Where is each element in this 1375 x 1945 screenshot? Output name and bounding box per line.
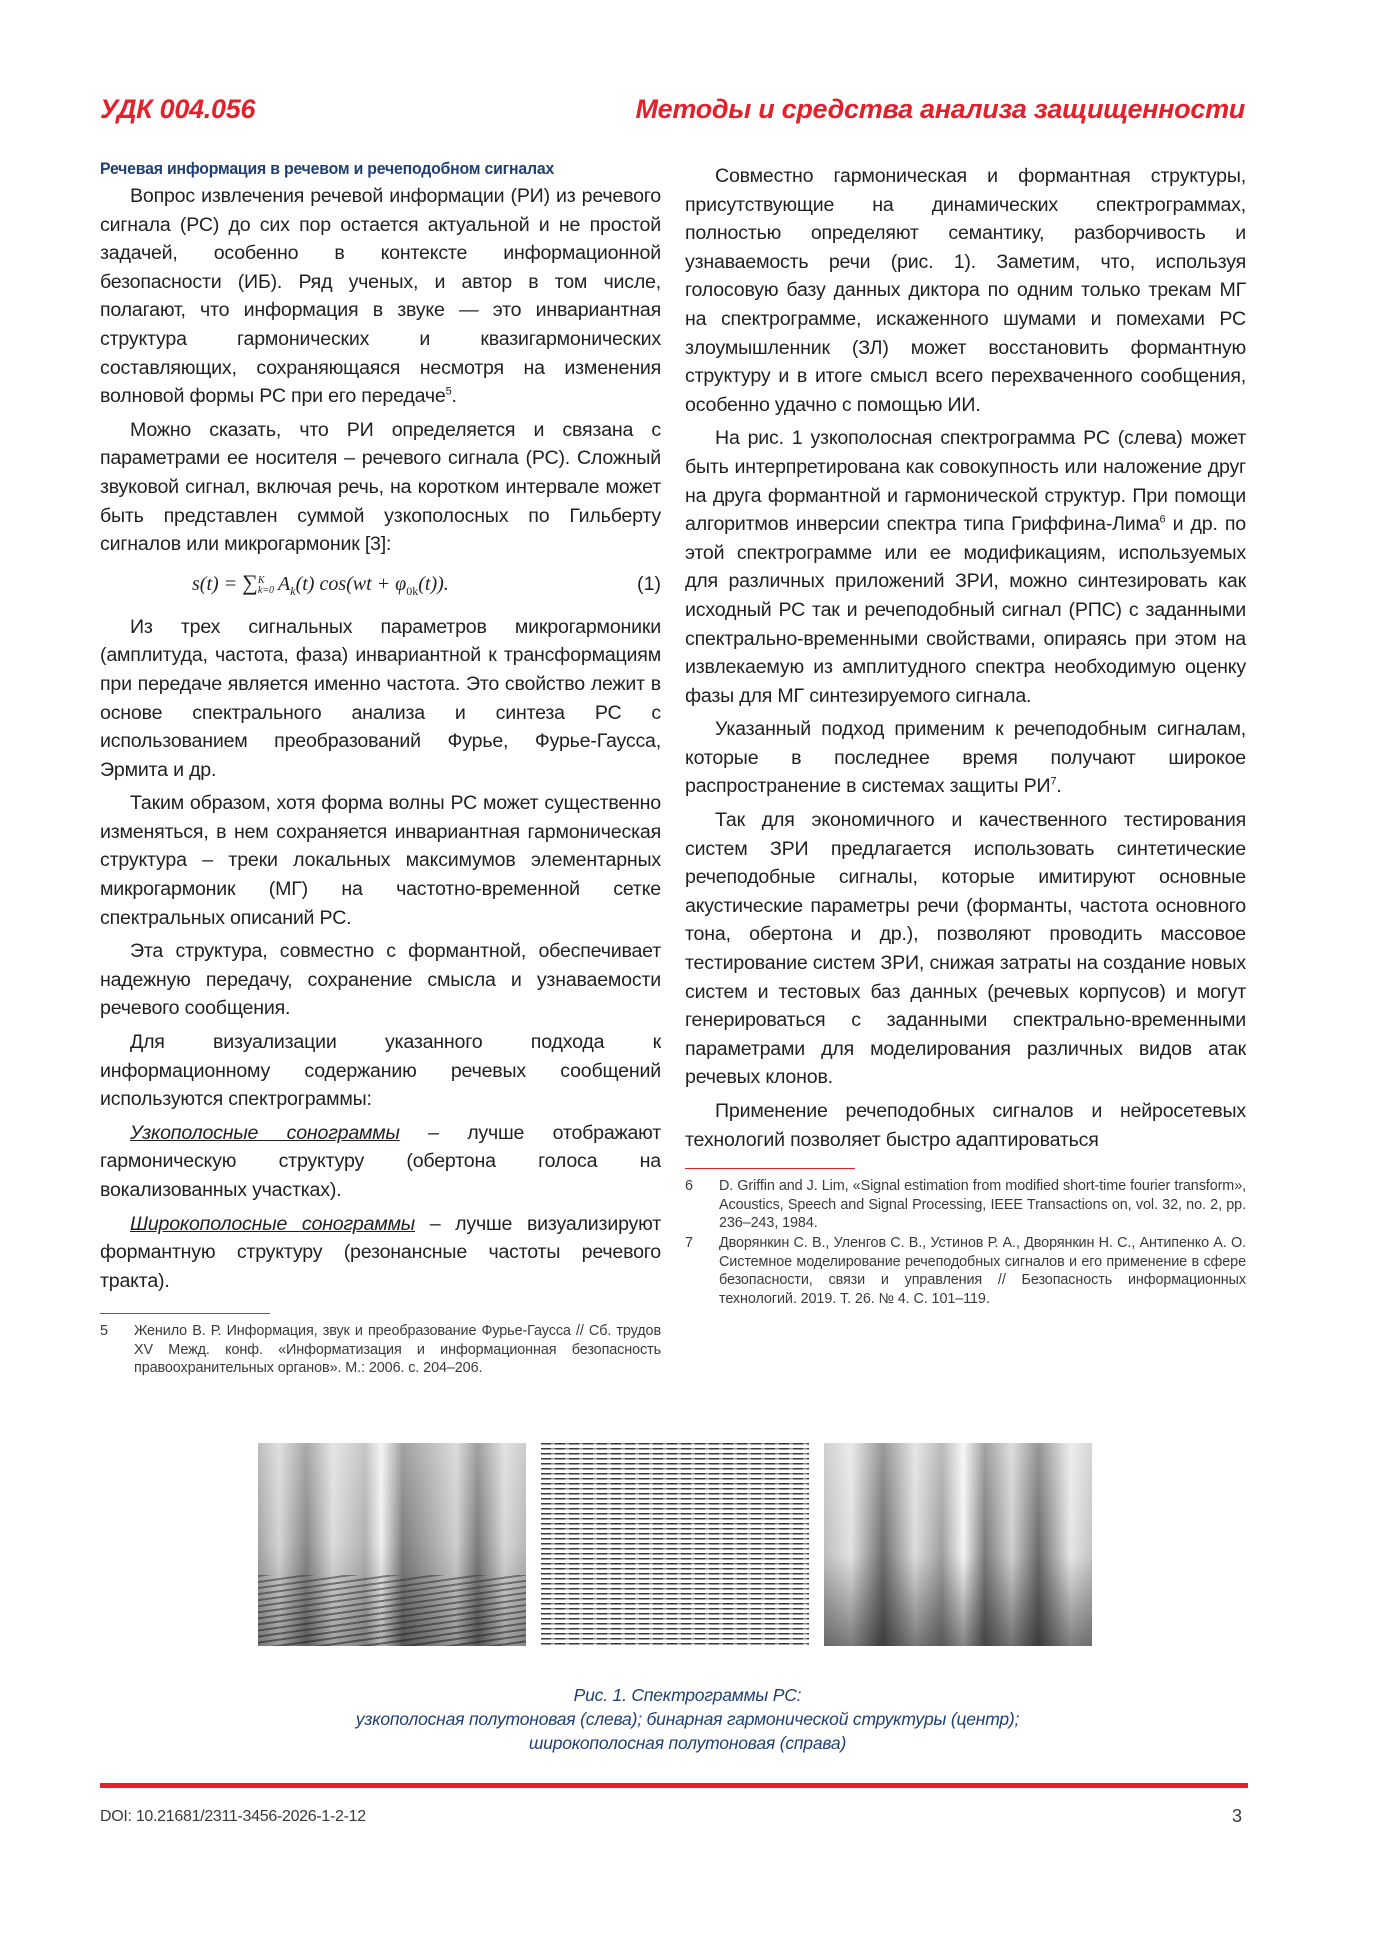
paragraph: Узкополосные сонограммы – лучше отображают гармоническую структуру (обертона голоса на вокализованных участках). — [100, 1121, 661, 1201]
footer-divider — [100, 1783, 1248, 1788]
equation-body: s(t) = ∑ K k=0 $A_k(t) \cos(wt + \varphi_{0k}(t))$. — [192, 570, 449, 599]
footnote-divider — [685, 1168, 855, 1169]
equation-number: (1) — [637, 573, 661, 596]
footnote-divider — [100, 1313, 270, 1314]
narrowband-spectrogram-image — [258, 1443, 526, 1646]
footnote-5: 5 Женило В. Р. Информация, звук и преобразование Фурье-Гаусса // Сб. трудов XV Межд. конф. «Информатизация и информационная безопасность правоохранительных органов». М.: 2006. с. 204–206. — [100, 1323, 661, 1377]
section-heading: Речевая информация в речевом и речеподобном сигналах — [100, 159, 555, 178]
journal-section-title: Методы и средства анализа защищенности — [635, 94, 1245, 124]
paragraph: Так для экономичного и качественного тестирования систем ЗРИ предлагается использовать синтетические речеподобные сигналы, которые имитируют основные акустические параметры речи (форманты, частота основного тона, обертона и др.), позволяют проводить массовое тестирование систем ЗРИ, снижая затраты на создание новых систем и тестовых баз данных (речевых корпусов) и могут генерироваться с заданными спектрально-временными параметрами для моделирования различных видов атак речевых клонов. — [685, 809, 1246, 1089]
paragraph: На рис. 1 узкополосная спектрограмма РС (слева) может быть интерпретирована как совокупность или наложение друг на друга формантной и гармонической структур. При помощи алгоритмов инверсии спектра типа Гриффина-Лима$^6$ и др. по этой спектрограмме или ее модификациям, используемых для различных приложений ЗРИ, можно синтезировать как исходный РС так и речеподобный сигнал (РПС) с заданными спектрально-временными свойствами, опираясь при этом на извлекаемую из амплитудного спектра необходимую оценку фазы для МГ синтезируемого сигнала. — [685, 427, 1246, 707]
sum-symbol-icon: ∑ — [242, 570, 258, 596]
footnote-6: 6 D. Griffin and J. Lim, «Signal estimation from modified short-time fourier transform», Acoustics, Speech and Signal Processing, IEEE Transactions on, vol. 32, no. 2, pp. 236–243, 1984. — [685, 1178, 1246, 1231]
paragraph: Указанный подход применим к речеподобным сигналам, которые в последнее время получают широкое распространение в системах защиты $РИ^7$. — [685, 718, 1246, 798]
wideband-spectrogram-image — [824, 1443, 1092, 1646]
footnote-ref[interactable]: 5 — [445, 385, 452, 398]
paragraph: Широкополосные сонограммы – лучше визуализируют формантную структуру (резонансные частоты речевого тракта). — [100, 1212, 661, 1292]
footnote-ref[interactable]: 7 — [1050, 775, 1057, 788]
paragraph: Из трех сигнальных параметров микрогармоники (амплитуда, частота, фаза) инвариантной к трансформациям при передаче является именно частота. Это свойство лежит в основе спектрального анализа и синтеза РС с использованием преобразований Фурье, Фурье-Гаусса, Эрмита и др. — [100, 615, 661, 781]
binary-harmonic-spectrogram-image — [541, 1443, 809, 1646]
right-column — [685, 162, 1246, 1308]
term-wideband: Широкополосные сонограммы — [130, 1212, 416, 1235]
equation-1 — [100, 571, 661, 599]
paragraph: Таким образом, хотя форма волны РС может существенно изменяться, в нем сохраняется инвариантная гармоническая структура – треки локальных максимумов элементарных микрогармоник (МГ) на частотно-временной сетке спектральных описаний РС. — [100, 792, 661, 929]
term-narrowband: Узкополосные сонограммы — [130, 1121, 400, 1144]
paragraph: Можно сказать, что РИ определяется и связана с параметрами ее носителя – речевого сигнала (РС). Сложный звуковой сигнал, включая речь, на коротком интервале может быть представлен суммой узкополосных по Гильберту сигналов или микрогармоник [3]: — [100, 418, 661, 556]
doi-text[interactable]: DOI: 10.21681/2311-3456-2026-1-2-12 — [100, 1808, 366, 1825]
paragraph: Вопрос извлечения речевой информации (РИ) из речевого сигнала (РС) до сих пор остается актуальной и не простой задачей, особенно в контексте информационной безопасности (ИБ). Ряд ученых, и автор в том числе, полагают, что информация в звуке — это инвариантная структура гармонических и квазигармонических составляющих, сохраняющаяся несмотря на изменения волновой формы РС при его передаче$^5$. — [100, 185, 661, 408]
paragraph: Эта структура, совместно с формантной, обеспечивает надежную передачу, сохранение смысла и узнаваемости речевого сообщения. — [100, 940, 661, 1020]
udc-code: УДК 004.056 — [100, 94, 256, 124]
figure-caption: Рис. 1. Спектрограммы РС: узкополосная полутоновая (слева); бинарная гармонической структуры (центр); широкополосная полутоновая (справа) — [355, 1685, 1020, 1753]
paragraph: Совместно гармоническая и формантная структуры, присутствующие на динамических спектрограммах, полностью определяют семантику, разборчивость и узнаваемость речи (рис. 1). Заметим, что, используя голосовую базу данных диктора по одним только трекам МГ на спектрограмме, искаженного шумами и помехами РС злоумышленник (ЗЛ) может восстановить формантную структуру и в итоге смысл всего перехваченного сообщения, особенно удачно с помощью ИИ. — [685, 165, 1246, 416]
paragraph: Применение речеподобных сигналов и нейросетевых технологий позволяет быстро адаптироваться — [685, 1100, 1246, 1151]
figure-1 — [258, 1443, 1092, 1646]
page-number: 3 — [1232, 1806, 1243, 1826]
footnote-ref[interactable]: 6 — [1159, 513, 1166, 526]
left-column — [100, 158, 661, 1378]
paragraph: Для визуализации указанного подхода к информационному содержанию речевых сообщений используются спектрограммы: — [100, 1031, 661, 1111]
footnote-7: 7 Дворянкин С. В., Уленгов С. В., Устинов Р. А., Дворянкин Н. С., Антипенко А. О. Системное моделирование речеподобных сигналов и его применение в сфере безопасности, связи и управления // Безопасность информационных технологий. 2019. Т. 26. № 4. С. 101–119. — [685, 1235, 1246, 1307]
